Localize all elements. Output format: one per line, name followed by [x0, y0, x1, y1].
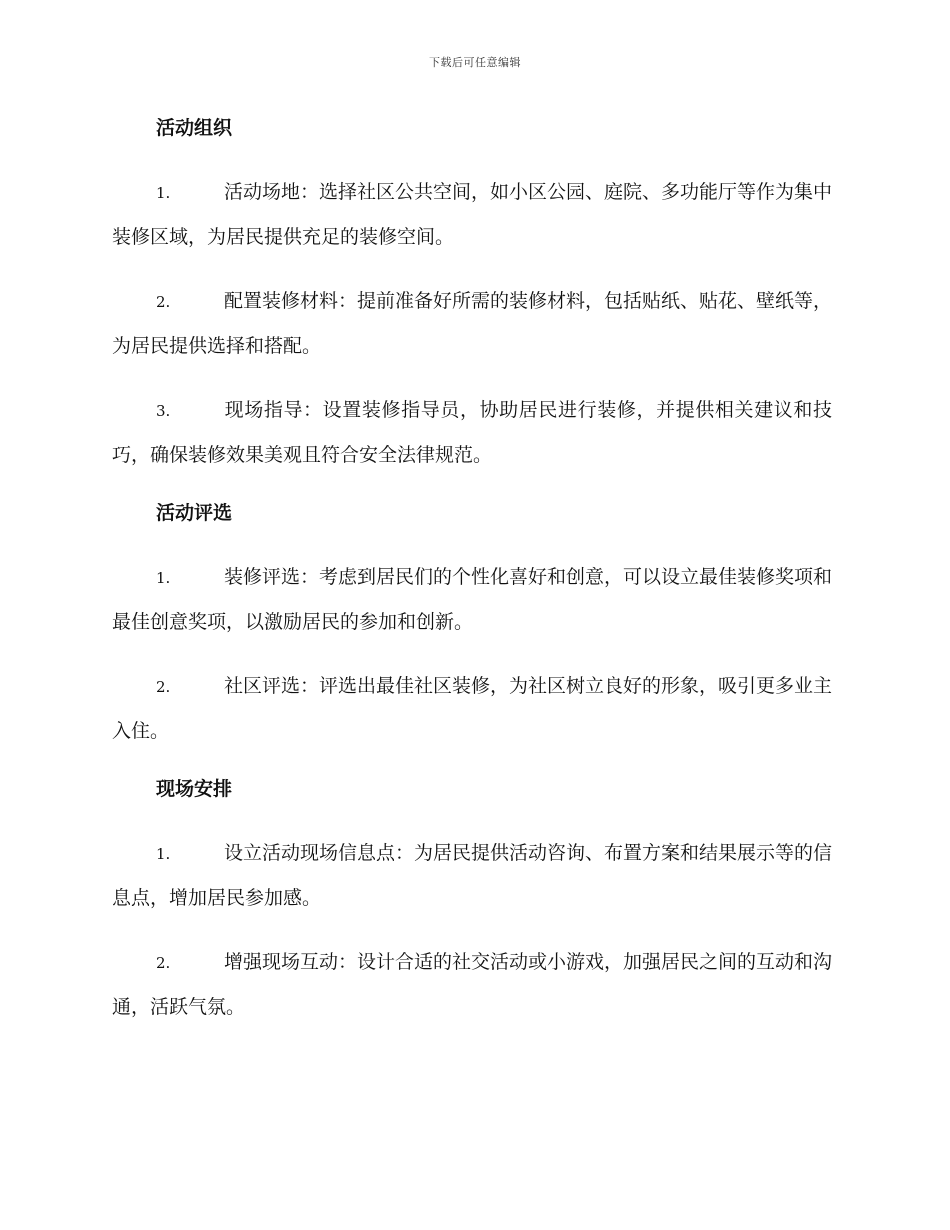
section-activity-organization [112, 112, 832, 477]
section-activity-evaluation [112, 497, 832, 753]
list-item [112, 279, 832, 368]
list-item-text: 设立活动现场信息点：为居民提供活动咨询、布置方案和结果展示等的信息点，增加居民参加感。 [112, 842, 833, 909]
list-item [112, 170, 832, 259]
list-item-text: 配置装修材料：提前准备好所需的装修材料，包括贴纸、贴花、壁纸等，为居民提供选择和搭配。 [112, 290, 833, 357]
page-header: 下载后可任意编辑 [429, 56, 521, 69]
list-item [112, 388, 832, 477]
list-item-number: 3. [156, 402, 171, 420]
list-item-number: 1. [156, 184, 171, 202]
section-heading: 活动评选 [156, 502, 233, 524]
list-item-text: 增强现场互动：设计合适的社交活动或小游戏，加强居民之间的互动和沟通，活跃气氛。 [112, 951, 833, 1018]
list-item-number: 2. [156, 954, 171, 972]
list-item-number: 2. [156, 678, 171, 696]
list-item [112, 664, 832, 753]
list-item-number: 1. [156, 569, 171, 587]
list-item [112, 831, 832, 920]
list-item-text: 装修评选：考虑到居民们的个性化喜好和创意，可以设立最佳装修奖项和最佳创意奖项，以激励居民的参加和创新。 [112, 566, 833, 633]
list-item [112, 940, 832, 1029]
list-item-text: 现场指导：设置装修指导员，协助居民进行装修，并提供相关建议和技巧，确保装修效果美观且符合安全法律规范。 [112, 399, 832, 466]
list-item-number: 1. [156, 845, 171, 863]
section-heading: 活动组织 [156, 117, 233, 139]
section-heading: 现场安排 [156, 778, 233, 800]
section-site-arrangement [112, 773, 832, 1029]
list-item-text: 活动场地：选择社区公共空间，如小区公园、庭院、多功能厅等作为集中装修区域，为居民提供充足的装修空间。 [112, 181, 833, 248]
list-item [112, 555, 832, 644]
document-body [112, 112, 832, 1049]
list-item-number: 2. [156, 293, 171, 311]
list-item-text: 社区评选：评选出最佳社区装修，为社区树立良好的形象，吸引更多业主入住。 [112, 675, 833, 742]
